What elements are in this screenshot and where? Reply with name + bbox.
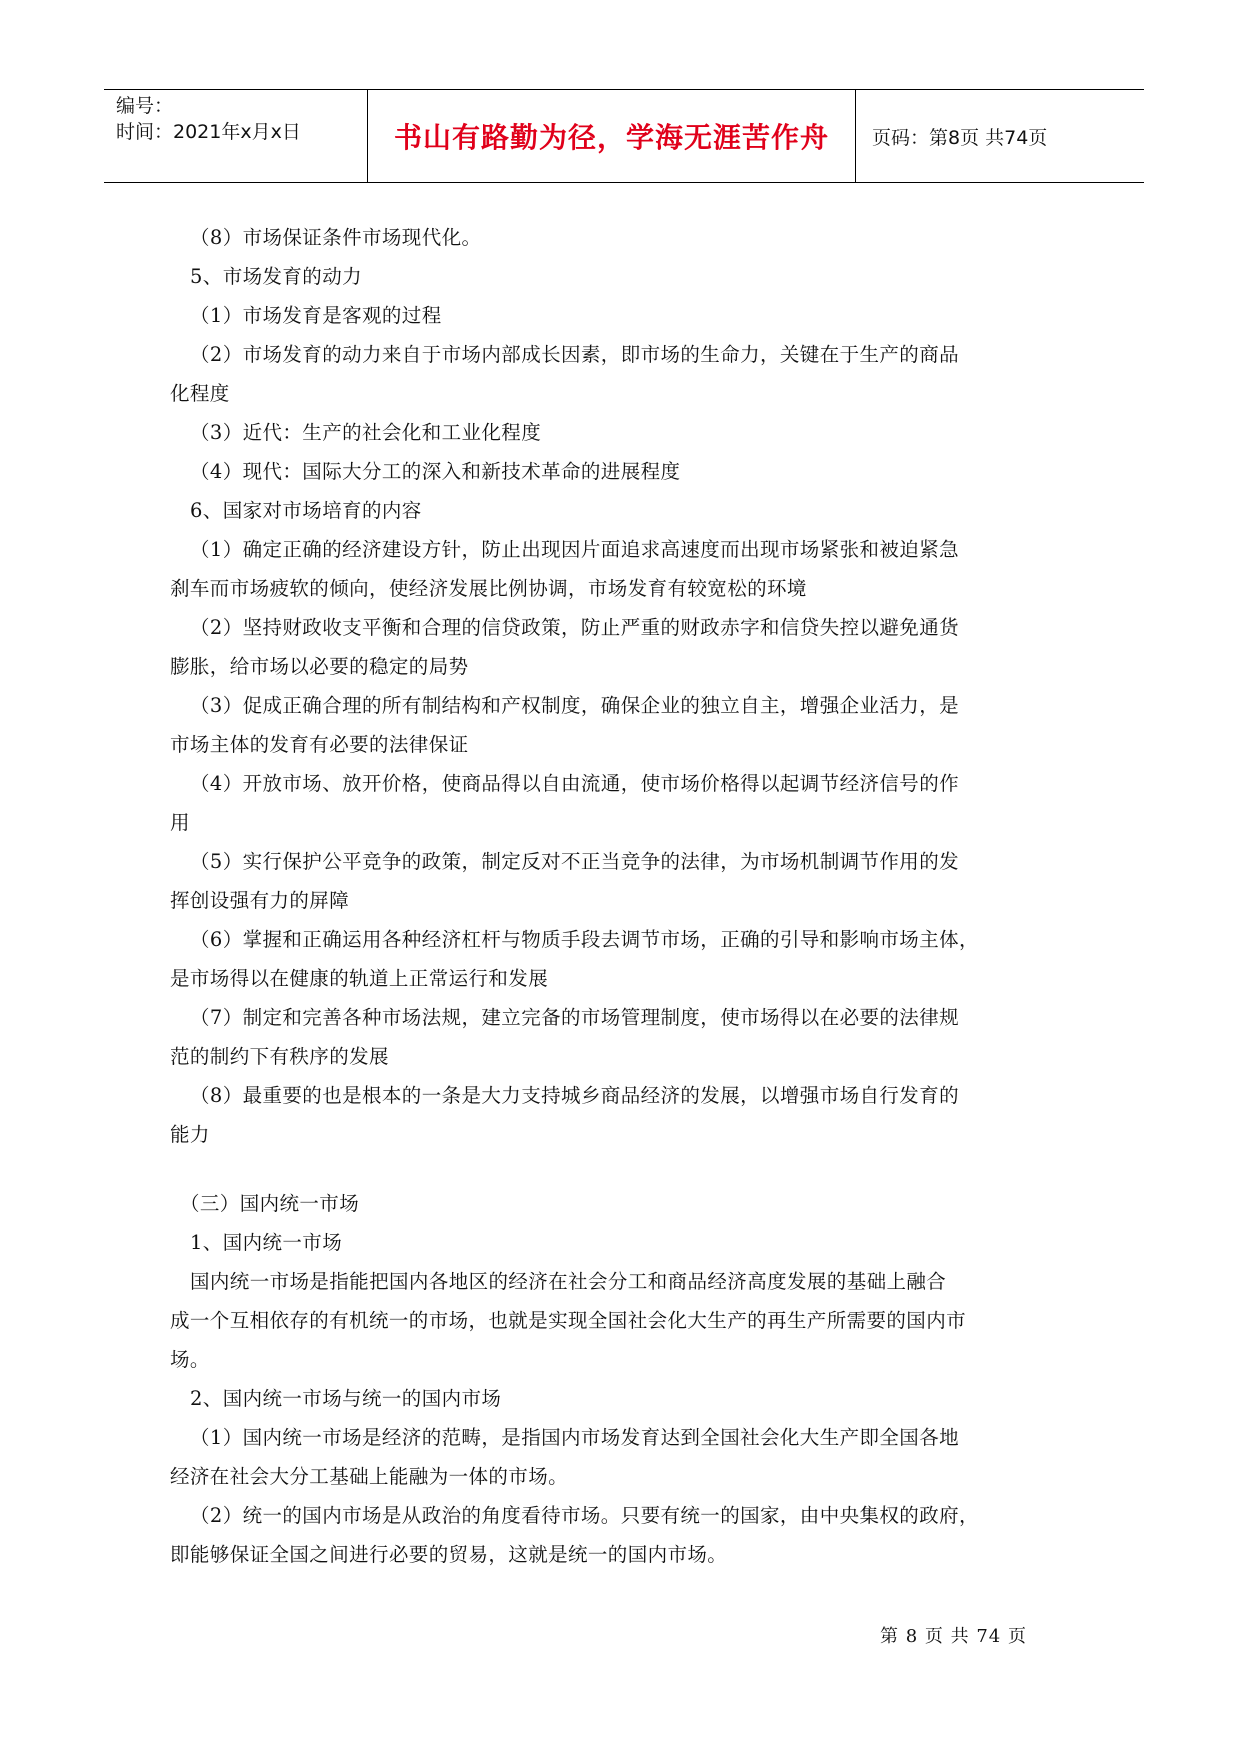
paragraph: （3）促成正确合理的所有制结构和产权制度，确保企业的独立自主，增强企业活力，是 — [190, 694, 960, 717]
paragraph: （6）掌握和正确运用各种经济杠杆与物质手段去调节市场，正确的引导和影响市场主体， — [190, 928, 979, 951]
page-code: 页码：第8页 共74页 — [872, 126, 1048, 149]
paragraph-continuation: 市场主体的发育有必要的法律保证 — [170, 733, 469, 756]
paragraph-continuation: 范的制约下有秩序的发展 — [170, 1045, 389, 1068]
paragraph: （4）开放市场、放开价格，使商品得以自由流通，使市场价格得以起调节经济信号的作 — [190, 772, 960, 795]
document-header — [104, 89, 1144, 183]
subheading: 1、国内统一市场 — [190, 1231, 343, 1254]
section-heading: （三）国内统一市场 — [180, 1192, 360, 1215]
document-body — [170, 218, 1060, 1574]
paragraph: （3）近代：生产的社会化和工业化程度 — [190, 421, 542, 444]
time-label: 时间：2021年x月x日 — [116, 121, 301, 143]
paragraph-continuation: 经济在社会大分工基础上能融为一体的市场。 — [170, 1465, 569, 1488]
paragraph: （2）坚持财政收支平衡和合理的信贷政策，防止严重的财政赤字和信贷失控以避免通货 — [190, 616, 960, 639]
paragraph: 5、市场发育的动力 — [190, 265, 363, 288]
paragraph-continuation: 挥创设强有力的屏障 — [170, 889, 350, 912]
paragraph: （2）市场发育的动力来自于市场内部成长因素，即市场的生命力，关键在于生产的商品 — [190, 343, 960, 366]
paragraph: （8）市场保证条件市场现代化。 — [190, 226, 482, 249]
paragraph-continuation: 场。 — [170, 1348, 210, 1371]
header-left-cell — [104, 90, 368, 182]
subheading: 2、国内统一市场与统一的国内市场 — [190, 1387, 502, 1410]
paragraph: 6、国家对市场培育的内容 — [190, 499, 422, 522]
paragraph-continuation: 化程度 — [170, 382, 230, 405]
paragraph-continuation: 成一个互相依存的有机统一的市场，也就是实现全国社会化大生产的再生产所需要的国内市 — [170, 1309, 967, 1332]
paragraph: 国内统一市场是指能把国内各地区的经济在社会分工和商品经济高度发展的基础上融合 — [190, 1270, 947, 1293]
paragraph: （2）统一的国内市场是从政治的角度看待市场。只要有统一的国家，由中央集权的政府， — [190, 1504, 979, 1527]
paragraph-continuation: 是市场得以在健康的轨道上正常运行和发展 — [170, 967, 549, 990]
paragraph: （4）现代：国际大分工的深入和新技术革命的进展程度 — [190, 460, 681, 483]
page-footer: 第 8 页 共 74 页 — [880, 1626, 1027, 1647]
paragraph: （7）制定和完善各种市场法规，建立完备的市场管理制度，使市场得以在必要的法律规 — [190, 1006, 960, 1029]
paragraph: （8）最重要的也是根本的一条是大力支持城乡商品经济的发展，以增强市场自行发育的 — [190, 1084, 960, 1107]
paragraph-continuation: 能力 — [170, 1123, 210, 1146]
paragraph: （1）国内统一市场是经济的范畴，是指国内市场发育达到全国社会化大生产即全国各地 — [190, 1426, 960, 1449]
paragraph: （1）确定正确的经济建设方针，防止出现因片面追求高速度而出现市场紧张和被迫紧急 — [190, 538, 960, 561]
paragraph: （5）实行保护公平竞争的政策，制定反对不正当竞争的法律，为市场机制调节作用的发 — [190, 850, 960, 873]
number-label: 编号： — [116, 95, 174, 117]
paragraph-continuation: 即能够保证全国之间进行必要的贸易，这就是统一的国内市场。 — [170, 1543, 728, 1566]
motto: 书山有路勤为径，学海无涯苦作舟 — [368, 90, 856, 182]
paragraph-continuation: 用 — [170, 811, 190, 834]
paragraph-continuation: 刹车而市场疲软的倾向，使经济发展比例协调，市场发育有较宽松的环境 — [170, 577, 807, 600]
paragraph: （1）市场发育是客观的过程 — [190, 304, 442, 327]
paragraph-continuation: 膨胀，给市场以必要的稳定的局势 — [170, 655, 469, 678]
